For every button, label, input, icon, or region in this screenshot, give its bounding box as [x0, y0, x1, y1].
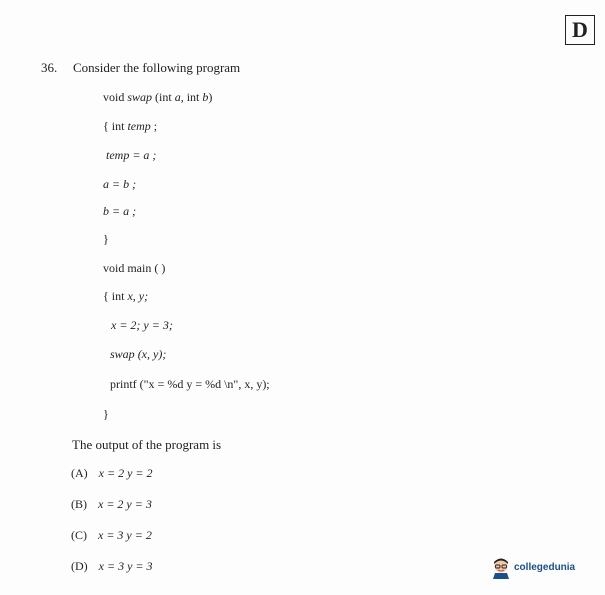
- code-line-7: void main ( ): [103, 261, 166, 275]
- code-line-2: { int temp ;: [103, 119, 158, 133]
- code-line-5: b = a ;: [103, 204, 137, 218]
- question-text: Consider the following program: [73, 60, 241, 75]
- mascot-icon: [491, 557, 511, 579]
- option-b: (B) x = 2 y = 3: [71, 497, 152, 511]
- code-line-9: x = 2; y = 3;: [111, 318, 173, 332]
- option-c: (C) x = 3 y = 2: [71, 528, 152, 542]
- question-number: 36.: [41, 60, 58, 75]
- code-line-12: }: [103, 407, 109, 421]
- question-prompt: The output of the program is: [72, 437, 222, 452]
- collegedunia-watermark: [491, 557, 575, 579]
- code-line-1: void swap (int a, int b): [103, 90, 213, 104]
- set-code-badge: D: [565, 15, 595, 45]
- code-line-4: a = b ;: [103, 177, 137, 191]
- code-line-3: temp = a ;: [106, 148, 157, 162]
- brand-name: collegedunia: [514, 561, 576, 573]
- option-d: (D) x = 3 y = 3: [71, 559, 153, 573]
- option-a: (A) x = 2 y = 2: [71, 466, 153, 480]
- code-line-6: }: [103, 232, 109, 246]
- code-line-8: { int x, y;: [103, 289, 149, 303]
- code-line-11: printf ("x = %d y = %d \n", x, y);: [110, 377, 270, 391]
- code-line-10: swap (x, y);: [110, 347, 167, 361]
